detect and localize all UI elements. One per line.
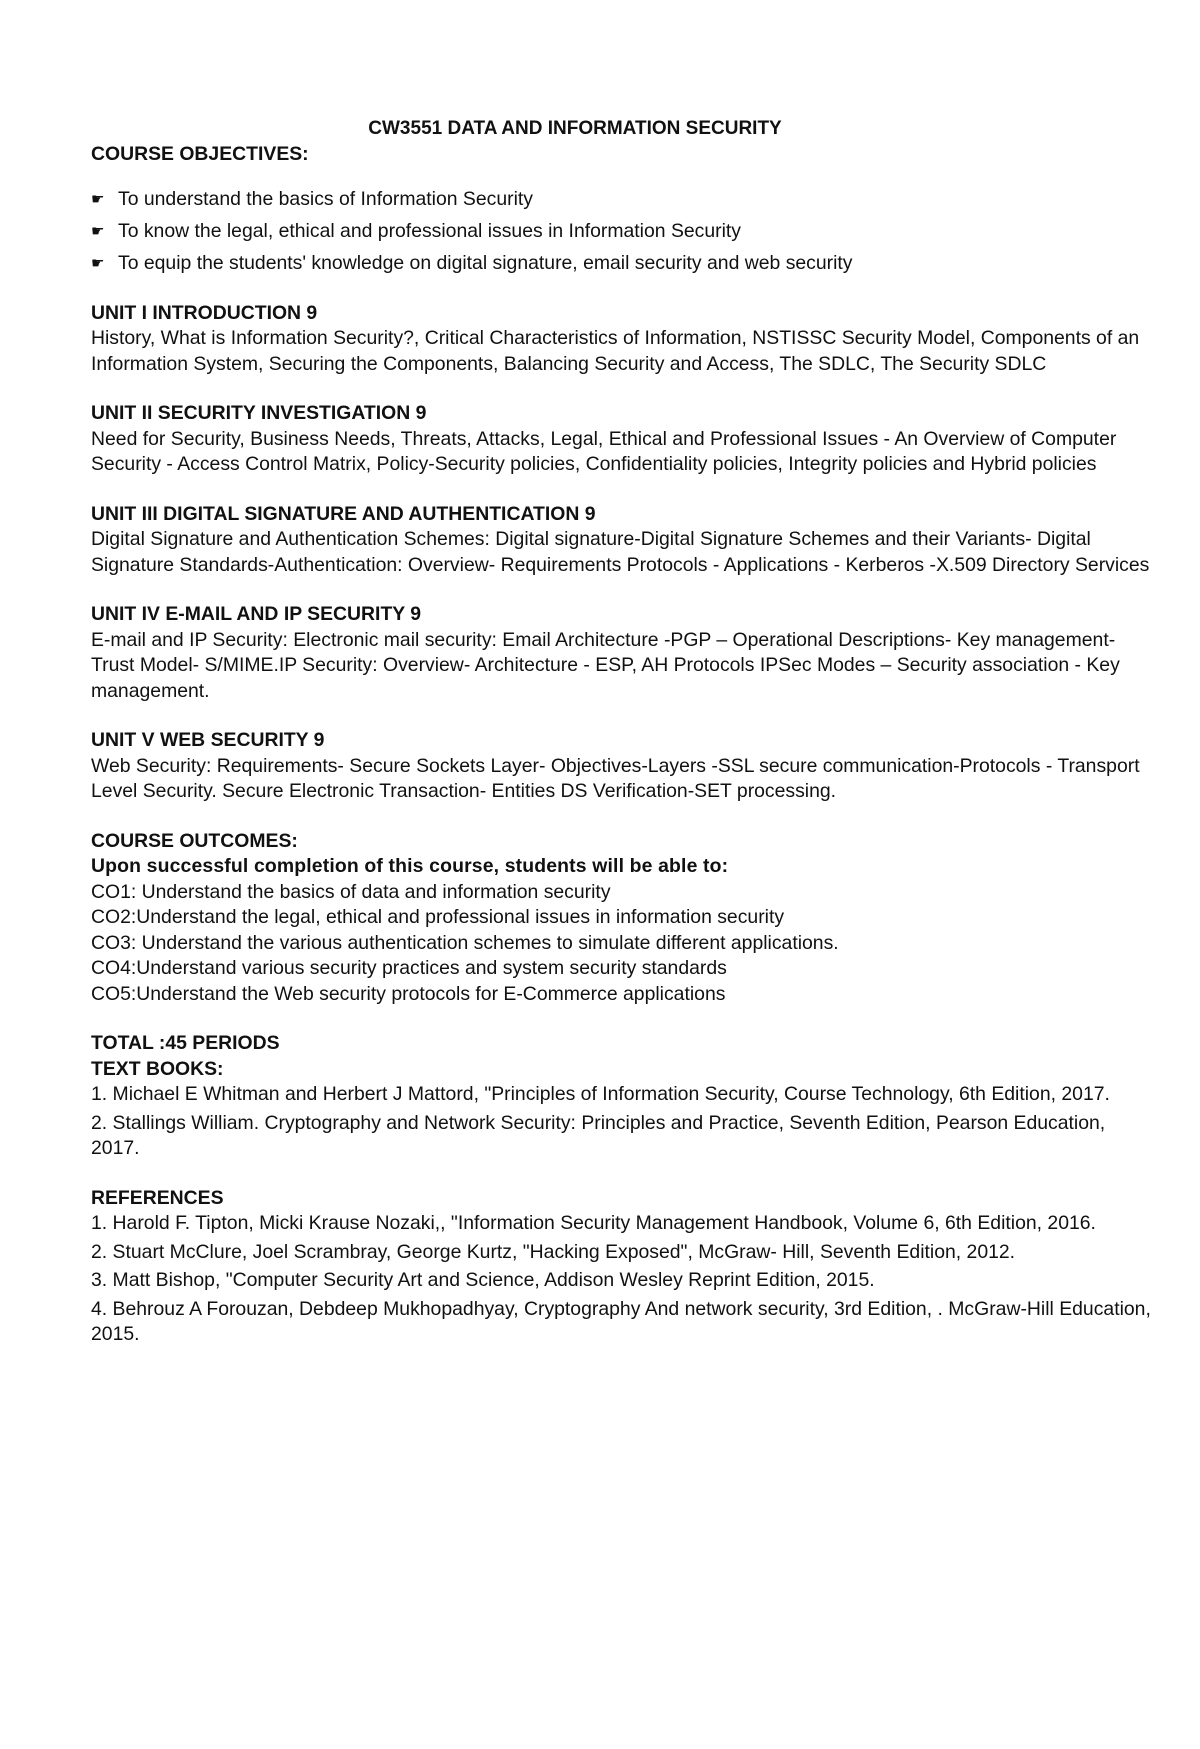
textbook-item: 2. Stallings William. Cryptography and Network Security: Principles and Practice, Seventh Edition, Pearson Education, 2017. [91,1111,1106,1159]
unit-body: Web Security: Requirements- Secure Sockets Layer- Objectives-Layers -SSL secure communication-Protocols - Transport Level Security. Secure Electronic Transaction- Entities DS Verification-SET processing. [91,754,1140,802]
unit-heading: UNIT II SECURITY INVESTIGATION 9 [91,402,427,424]
list-item [91,219,1151,245]
reference-item: 2. Stuart McClure, Joel Scrambray, George Kurtz, "Hacking Exposed", McGraw- Hill, Seventh Edition, 2012. [91,1240,1016,1263]
unit-1-section [91,301,1151,378]
objectives-heading: COURSE OBJECTIVES: [91,142,309,165]
pointing-hand-icon: ☛ [91,255,105,272]
objective-text: To equip the students' knowledge on digital signature, email security and web security [118,252,853,274]
outcome-item: CO1: Understand the basics of data and information security [91,880,611,903]
reference-item: 3. Matt Bishop, "Computer Security Art and Science, Addison Wesley Reprint Edition, 2015. [91,1269,875,1291]
reference-item: 1. Harold F. Tipton, Micki Krause Nozaki,, "Information Security Management Handbook, Volume 6, 6th Edition, 2016. [91,1212,1096,1234]
unit-heading: UNIT III DIGITAL SIGNATURE AND AUTHENTICATION 9 [91,502,596,525]
total-periods: TOTAL :45 PERIODS [91,1032,280,1054]
unit-body: Digital Signature and Authentication Schemes: Digital signature-Digital Signature Schemes and their Variants- Digital Signature Standards-Authentication: Overview- Requirements Protocols - Applications - Kerberos -X.509 Directory Services [91,528,1150,576]
outcome-item: CO5:Understand the Web security protocols for E-Commerce applications [91,982,726,1005]
unit-body: History, What is Information Security?, Critical Characteristics of Information, NSTISSC Security Model, Components of an Information System, Securing the Components, Balancing Security and Access, The SDLC, The Security SDLC [91,327,1140,375]
outcomes-heading: COURSE OUTCOMES: [91,829,298,852]
unit-5-section [91,728,1151,805]
document-title: CW3551 DATA AND INFORMATION SECURITY [368,118,782,139]
outcome-item: CO4:Understand various security practices and system security standards [91,957,727,979]
list-item [91,187,1151,213]
document-page [91,116,1151,1351]
pointing-hand-icon: ☛ [91,223,105,240]
outcomes-subheading: Upon successful completion of this course, students will be able to: [91,855,729,877]
unit-2-section [91,401,1151,478]
outcome-item: CO3: Understand the various authentication schemes to simulate different applications. [91,931,839,954]
textbooks-section [91,1031,1151,1162]
outcome-item: CO2:Understand the legal, ethical and professional issues in information security [91,906,785,928]
unit-3-section [91,502,1151,579]
objectives-list [91,187,1151,277]
pointing-hand-icon: ☛ [91,191,105,208]
reference-item: 4. Behrouz A Forouzan, Debdeep Mukhopadhyay, Cryptography And network security, 3rd Edition, . McGraw-Hill Education, 2015. [91,1297,1151,1345]
list-item [91,251,1151,277]
textbooks-heading: TEXT BOOKS: [91,1057,224,1080]
references-heading: REFERENCES [91,1186,224,1209]
objective-text: To understand the basics of Information Security [118,188,533,210]
unit-body: E-mail and IP Security: Electronic mail security: Email Architecture -PGP – Operational Descriptions- Key management- Trust Model- S/MIME.IP Security: Overview- Architecture - ESP, AH Protocols IPSec Modes – Security association - Key management. [91,628,1120,702]
unit-4-section [91,602,1151,704]
unit-body: Need for Security, Business Needs, Threats, Attacks, Legal, Ethical and Professional Issues - An Overview of Computer Security - Access Control Matrix, Policy-Security policies, Confidentiality policies, Integrity policies and Hybrid policies [91,427,1117,475]
outcomes-section [91,829,1151,1008]
references-section [91,1186,1151,1348]
unit-heading: UNIT IV E-MAIL AND IP SECURITY 9 [91,603,422,625]
objective-text: To know the legal, ethical and professional issues in Information Security [118,220,741,242]
unit-heading: UNIT I INTRODUCTION 9 [91,301,318,324]
unit-heading: UNIT V WEB SECURITY 9 [91,729,325,751]
textbook-item: 1. Michael E Whitman and Herbert J Mattord, "Principles of Information Security, Course Technology, 6th Edition, 2017. [91,1083,1110,1105]
